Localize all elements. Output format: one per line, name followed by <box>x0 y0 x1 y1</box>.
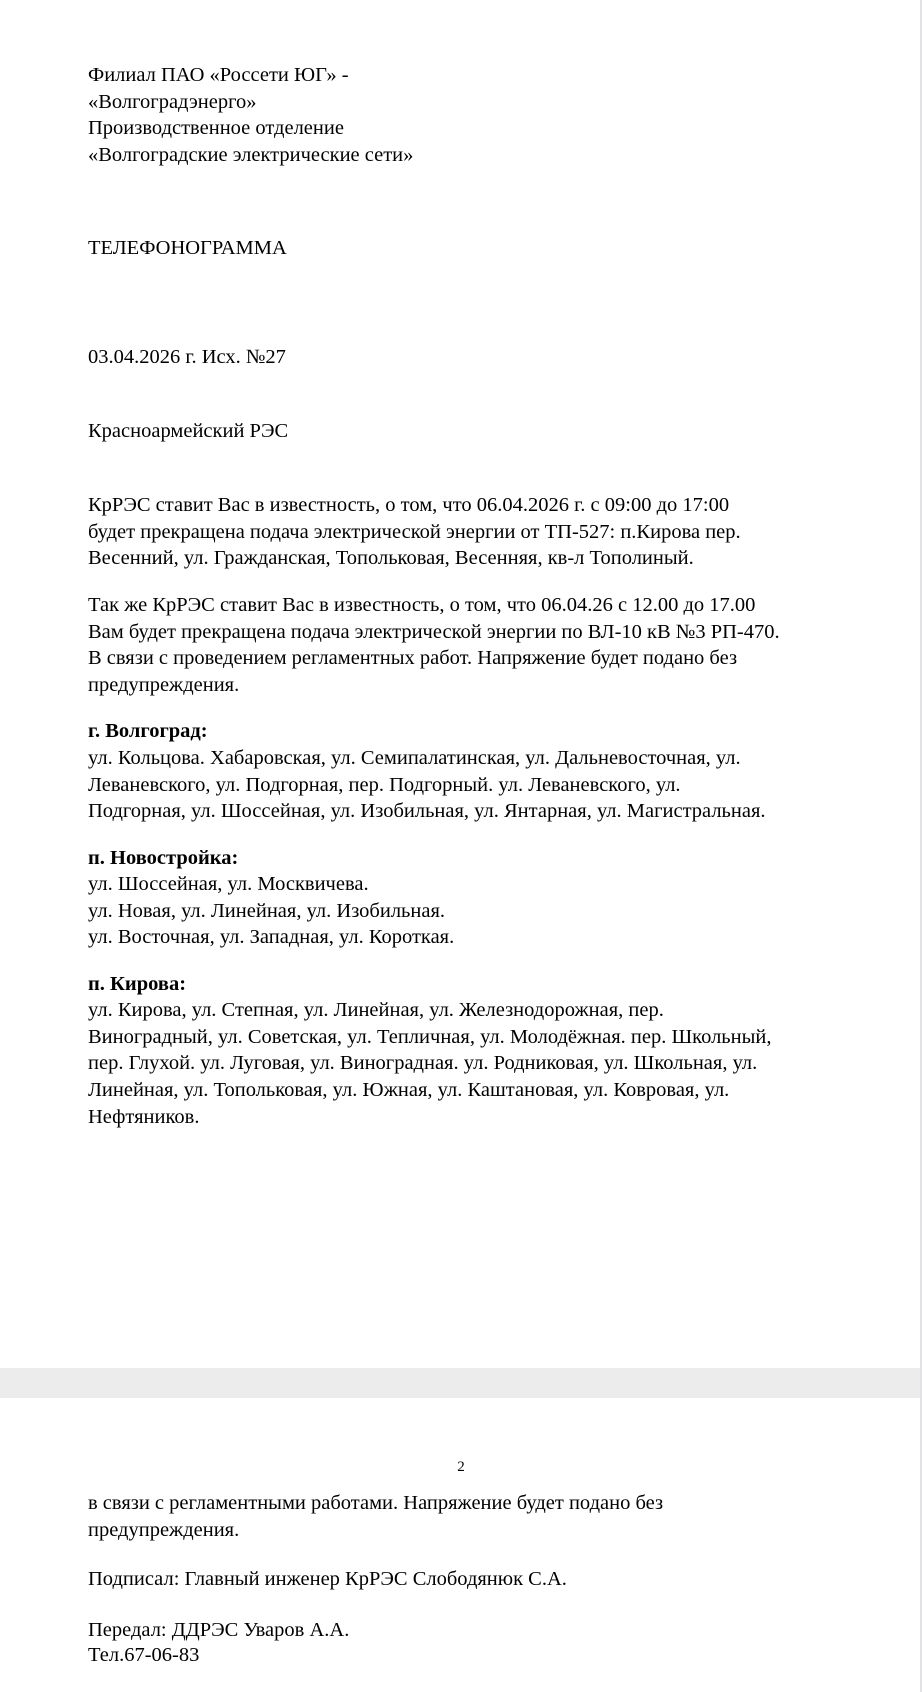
notice-paragraph-2: Так же КрРЭС ставит Вас в известность, о том, что 06.04.26 с 12.00 до 17.00 Вам будет прекращена подача электрической энергии по ВЛ-10 кВ №3 РП-470. В связи с проведением регламентных работ. Напряжение будет подано без предупреждения. <box>88 594 780 697</box>
recipient: Красноармейский РЭС <box>88 420 289 442</box>
organization-header: Филиал ПАО «Россети ЮГ» - «Волгоградэнерго» Производственное отделение «Волгоградские электрические сети» <box>88 64 414 167</box>
notice-paragraph-1: КрРЭС ставит Вас в известность, о том, что 06.04.2026 г. с 09:00 до 17:00 будет прекращена подача электрической энергии от ТП-527: п.Кирова пер. Весенний, ул. Гражданская, Топольковая, Весенняя, кв-л Тополиный. <box>88 494 741 570</box>
transmitted-by-line: Передал: ДДРЭС Уваров А.А. <box>88 1619 350 1641</box>
document-type-title: ТЕЛЕФОНОГРАММА <box>88 237 287 259</box>
section-body-volgograd: ул. Кольцова. Хабаровская, ул. Семипалатинская, ул. Дальневосточная, ул. Леваневского, ул. Подгорная, пер. Подгорный. ул. Леваневского, ул. Подгорная, ул. Шоссейная, ул. Изобильная, ул. Янтарная, ул. Магистральная. <box>88 747 766 823</box>
section-body-kirova: ул. Кирова, ул. Степная, ул. Линейная, ул. Железнодорожная, пер. Виноградный, ул. Советская, ул. Тепличная, ул. Молодёжная. пер. Школьный, пер. Глухой. ул. Луговая, ул. Виноградная. ул. Родниковая, ул. Школьная, ул. Линейная, ул. Топольковая, ул. Южная, ул. Каштановая, ул. Ковровая, ул. Нефтяников. <box>88 999 772 1128</box>
page-number: 2 <box>457 1459 465 1475</box>
section-heading-novostroyka: п. Новостройка: <box>88 847 239 869</box>
section-heading-volgograd: г. Волгоград: <box>88 720 208 742</box>
phone-line: Тел.67-06-83 <box>88 1644 200 1666</box>
date-and-outgoing-number: 03.04.2026 г. Исх. №27 <box>88 346 286 368</box>
section-heading-kirova: п. Кирова: <box>88 973 187 995</box>
signed-by-line: Подписал: Главный инженер КрРЭС Слободянюк С.А. <box>88 1568 567 1590</box>
continuation-text: в связи с регламентными работами. Напряжение будет подано без предупреждения. <box>88 1492 664 1541</box>
document-page-2 <box>0 1398 922 1692</box>
section-body-novostroyka: ул. Шоссейная, ул. Москвичева. ул. Новая, ул. Линейная, ул. Изобильная. ул. Восточная, ул. Западная, ул. Короткая. <box>88 873 455 949</box>
page-separator <box>0 1368 922 1398</box>
